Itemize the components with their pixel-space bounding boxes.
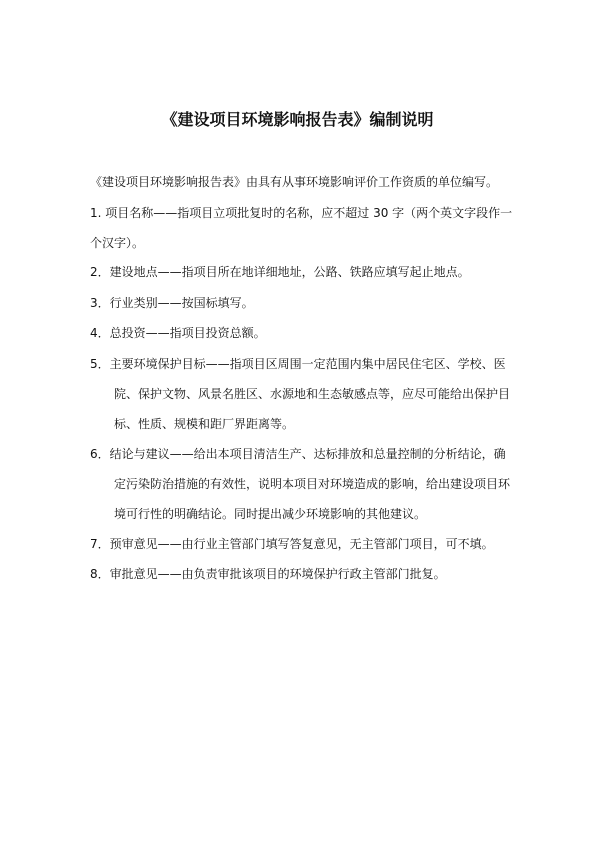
instruction-item-2 xyxy=(90,264,510,282)
item-8-number: 8． xyxy=(90,567,110,581)
instruction-item-8 xyxy=(90,566,510,584)
intro-paragraph: 《建设项目环境影响报告表》由具有从事环境影响评价工作资质的单位编写。 xyxy=(90,175,499,189)
instruction-item-3 xyxy=(90,295,510,313)
item-8-text-1: 审批意见——由负责审批该项目的环境保护行政主管部门批复。 xyxy=(109,567,446,581)
item-2-line-1 xyxy=(90,264,470,280)
item-6-text-1: 结论与建议——给出本项目清洁生产、达标排放和总量控制的分析结论，确 xyxy=(109,447,506,461)
item-5-text-2: 院、保护文物、风景名胜区、水源地和生态敏感点等，应尽可能给出保护目 xyxy=(114,387,511,401)
item-7-text-1: 预审意见——由行业主管部门填写答复意见，无主管部门项目，可不填。 xyxy=(109,537,494,551)
item-3-number: 3． xyxy=(90,296,110,310)
item-1-text-1: 项目名称——指项目立项批复时的名称，应不超过 30 字（两个英文字段作一 xyxy=(105,206,513,220)
item-6-text-3: 境可行性的明确结论。同时提出减少环境影响的其他建议。 xyxy=(114,507,427,521)
item-4-number: 4． xyxy=(90,326,110,340)
instruction-item-6 xyxy=(90,446,510,526)
item-1-text-2: 个汉字）。 xyxy=(90,236,145,250)
item-1-line-1 xyxy=(90,205,512,221)
item-7-number: 7． xyxy=(90,537,110,551)
item-5-text-1: 主要环境保护目标——指项目区周围一定范围内集中居民住宅区、学校、医 xyxy=(109,357,506,371)
item-5-line-1 xyxy=(90,356,506,372)
item-5-text-3: 标、性质、规模和距厂界距离等。 xyxy=(114,417,295,431)
item-2-number: 2． xyxy=(90,265,110,279)
item-4-line-1 xyxy=(90,325,266,341)
instruction-item-5 xyxy=(90,356,510,436)
item-2-text-1: 建设地点——指项目所在地详细地址，公路、铁路应填写起止地点。 xyxy=(109,265,470,279)
item-3-text-1: 行业类别——按国标填写。 xyxy=(109,296,254,310)
item-5-number: 5． xyxy=(90,357,110,371)
instruction-item-1 xyxy=(90,205,513,250)
item-6-text-2: 定污染防治措施的有效性，说明本项目对环境造成的影响，给出建设项目环 xyxy=(114,477,511,491)
instruction-item-7 xyxy=(90,536,510,554)
instruction-item-4 xyxy=(90,325,510,343)
item-7-line-1 xyxy=(90,536,494,552)
item-8-line-1 xyxy=(90,566,446,582)
item-1-number: 1. xyxy=(90,206,102,220)
item-6-number: 6． xyxy=(90,447,110,461)
item-3-line-1 xyxy=(90,295,254,311)
item-6-line-1 xyxy=(90,446,506,462)
item-4-text-1: 总投资——指项目投资总额。 xyxy=(109,326,266,340)
page-title: 《建设项目环境影响报告表》编制说明 xyxy=(161,110,434,129)
